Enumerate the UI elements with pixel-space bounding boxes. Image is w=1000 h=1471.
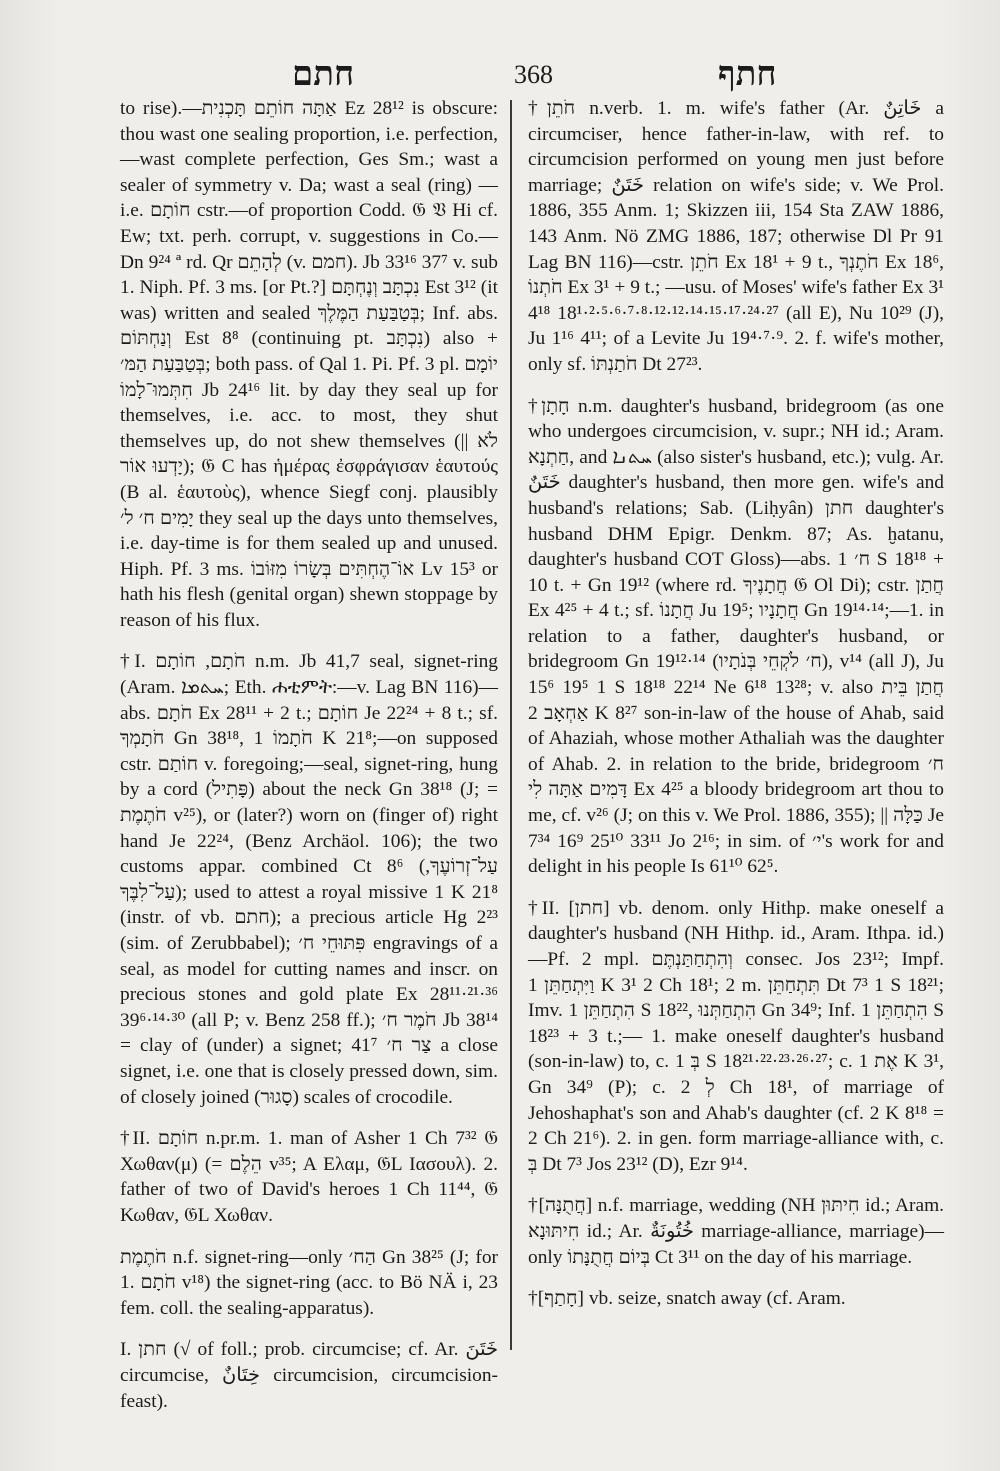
entry-chataf: †[חָתַף] vb. seize, snatch away (cf. Aram. xyxy=(528,1288,846,1310)
entry-chatunnah: †[חֲתֻנָּה] n.f. marriage, wedding (NH חִיתּוּן id.; Aram. חִיתּוּנָא id.; Ar. خُتُونَةٌ marriage-alliance, marriage)—only בְּיוֹם חֲתֻנָּתוֹ Ct 3¹¹ on the day of his marriage. xyxy=(528,1195,944,1268)
header-left-word: חתם xyxy=(292,56,355,93)
page-number: 368 xyxy=(514,60,553,89)
left-column xyxy=(120,96,498,1430)
entry-chotam-seal: †I. חֹתָם, חוֹתָם n.m. Jb 41,7 seal, signet-ring (Aram. ܚܬܡܐ; Eth. ሐቲምት:—v. Lag BN 116)—abs. חֹתָם Ex 28¹¹ + 2 t.; חוֹתָם Je 22²⁴ + 8 t.; sf. חֹתָמְךָ Gn 38¹⁸, חֹתָמוֹ 1 K 21⁸;—on supposed cstr. חוֹתַם v. foregoing;—seal, signet-ring, hung by a cord (פָּתִיל) about the neck Gn 38¹⁸ (J; = חֹתֶמֶת v²⁵), or (later?) worn on (finger of) right hand Je 22²⁴, (Benz Archäol. 106); the two customs appar. combined Ct 8⁶ (עַל־זְרוֹעֶךָ, עַל־לִבֶּךָ); used to attest a royal missive 1 K 21⁸ (instr. of vb. חתם); a precious article Hg 2²³ (sim. of Zerubbabel); פִּתּוּחֵי ח׳ engravings of a seal, as model for cutting names and inscr. on precious stones and gold plate Ex 28¹¹·²¹·³⁶ 39⁶·¹⁴·³⁰ (all P; v. Benz 258 ff.); חֹמֶר ח׳ Jb 38¹⁴ = clay of (under) a signet; צַר ח׳ 41⁷ a close signet, i.e. one that is closely pressed down, sim. of closely joined (סָגוּר) scales of crocodile. xyxy=(120,651,499,1108)
entry-choten: †חֹתֵן n.verb. 1. m. wife's father (Ar. خَاتِنٌ a circumciser, hence father-in-law, with ref. to circumcision performed on young men just before marriage; خَتَنٌ relation on wife's side; v. We Prol. 1886, 355 Anm. 1; Skizzen iii, 154 Sta ZAW 1886, 143 Anm. Nö ZMG 1886, 187; otherwise Dl Pr 91 Lag BN 116)—cstr. חֹתֵן Ex 18¹ + 9 t., חֹתֶנְךָ Ex 18⁶, חֹתְנוֹ Ex 3¹ + 9 t.; —usu. of Moses' wife's father Ex 3¹ 4¹⁸ 18¹·²·⁵·⁶·⁷·⁸·¹²·¹²·¹⁴·¹⁵·¹⁷·²⁴·²⁷ (all E), Nu 10²⁹ (J), Ju 1¹⁶ 4¹¹; of a Levite Ju 19⁴·⁷·⁹. 2. f. wife's mother, only sf. חֹתַנְתּוֹ Dt 27²³. xyxy=(528,98,945,375)
entry-chotemet: חֹתֶמֶת n.f. signet-ring—only הַח׳ Gn 38²⁵ (J; for 1. חֹתָם v¹⁸) the signet-ring (acc. to Bö NÄ i, 23 fem. coll. the sealing-apparatus). xyxy=(120,1246,499,1319)
entry-chatan-bridegroom: †חָתָן n.m. daughter's husband, bridegroom (as one who undergoes circumcision, v. supr.; NH id.; Aram. חַתְנָא, and ܚܬܢܐ (also sister's husband, etc.); vulg. Ar. خَتَنٌ daughter's husband, then more gen. wife's and husband's relations; Sab. (Liḥyân) חתן daughter's husband DHM Epigr. Denkm. 87; As. ḫatanu, daughter's husband COT Gloss)—abs. ח׳ 1 S 18¹⁸ + 10 t. + Gn 19¹² (where rd. חֲתָנֶיךָ 𝔊 Ol Di); cstr. חֲתַן Ex 4²⁵ + 4 t.; sf. חֲתָנוֹ Ju 19⁵; חֲתָנָיו Gn 19¹⁴·¹⁴;—1. in relation to a father, daughter's husband, or bridegroom Gn 19¹²·¹⁴ (ח׳ לֹקְחֵי בְּנֹתָיו), v¹⁴ (all J), Ju 15⁶ 19⁵ 1 S 18¹⁸ 22¹⁴ Ne 6¹⁸ 13²⁸; v. also חֲתַן בֵּית אַחְאָב 2 K 8²⁷ son-in-law of the house of Ahab, said of Ahaziah, whose mother Athaliah was the daughter of Ahab. 2. in relation to the bride, bridegroom ח׳ דָּמִים אַתָּה לִי Ex 4²⁵ a bloody bridegroom art thou to me, cf. v²⁶ (J; on this v. We Prol. 1886, 355); || כַּלָּה Je 7³⁴ 16⁹ 25¹⁰ 33¹¹ Jo 2¹⁶; in sim. of י׳'s work for and delight in his people Is 61¹⁰ 62⁵. xyxy=(528,395,945,878)
right-column xyxy=(528,96,944,1328)
entry-chatan-root: I. חתן (√ of foll.; prob. circumcise; cf. Ar. خَتَنَ circumcise, خِتَانٌ circumcision, circumcision-feast). xyxy=(120,1339,498,1412)
column-divider xyxy=(510,100,512,1350)
entry-chatan-hithp: †II. [חתן] vb. denom. only Hithp. make oneself a daughter's husband (NH Hithp. id., Aram. Ithpa. id.)—Pf. 2 mpl. וְהִתְחַתַּנְתֶּם consec. Jos 23¹²; Impf. וַיִּתְחַתֵּן 1 K 3¹ 2 Ch 18¹; 2 m. תִּתְחַתֵּן Dt 7³ 1 S 18²¹; Imv. הִתְחַתֵּן 1 S 18²², הִתְחַתְּנוּ Gn 34⁹; Inf. הִתְחַתֵּן 1 S 18²³ + 3 t.;— 1. make oneself daughter's husband (son-in-law) to, c. בְּ 1 S 18²¹·²²·²³·²⁶·²⁷; c. אֶת 1 K 3¹, Gn 34⁹ (P); c. לְ 2 Ch 18¹, of marriage of Jehoshaphat's son and Ahab's daughter (cf. 2 K 8¹⁸ = 2 Ch 21⁶). 2. in gen. form marriage-alliance with, c. בְּ Dt 7³ Jos 23¹² (D), Ezr 9¹⁴. xyxy=(528,897,945,1175)
entry-chatam-continued: to rise).—אַתָּה חוֹתֵם תָּכְנִית Ez 28¹² is obscure: thou wast one sealing proportion, i.e. perfection, —wast complete perfection, Ges Sm.; wast a sealer of symmetry v. Da; wast a seal (ring) —i.e. חוֹתָם cstr.—of proportion Codd. 𝔊 𝔙 Hi cf. Ew; txt. perh. corrupt, v. suggestions in Co.—Dn 9²⁴ ª rd. Qr לְהָתֵם (v. חמם). Jb 33¹⁶ 37⁷ v. sub 1. Niph. Pf. 3 ms. [or Pt.?] נִכְתָּב וְנֶחְתָּם Est 3¹² (it was) written and sealed בְּטַבַּעַת הַמֶּלֶךְ; Inf. abs. וְנַחְתּוֹם Est 8⁸ (continuing pt. נִכְתָּב) also + בְּטַבַּעַת הַמּ׳; both pass. of Qal 1. Pi. Pf. 3 pl. יוֹמָם חִתְּמוּ־לָמוֹ Jb 24¹⁶ lit. by day they seal up for themselves, i.e. acc. to most, they shut themselves up, do not shew themselves (|| לֹא יָדְעוּ אוֹר); 𝔊 C has ἡμέρας ἐσφράγισαν ἑαυτούς (B al. ἑαυτοὺς), whence Siegf conj. plausibly יָמִים ח׳ ל׳ they seal up the days unto themselves, i.e. day-time is for them sealed up and unused. Hiph. Pf. 3 ms. אוֹ־הֶחְתִּים בְּשָׂרוֹ מִזּוֹבוֹ Lv 15³ or hath his flesh (genital organ) shewn stoppage by reason of his flux. xyxy=(120,98,499,631)
header-right-word: חתף xyxy=(718,56,777,93)
entry-chotam-proper-name: †II. חוֹתָם n.pr.m. 1. man of Asher 1 Ch 7³² 𝔊 Χωθαν(μ) (= הֵלֶם v³⁵; A Ελαμ, 𝔊L Ιασουλ). 2. father of two of David's heroes 1 Ch 11⁴⁴, 𝔊 Κωθαν, 𝔊L Χωθαν. xyxy=(120,1128,498,1226)
